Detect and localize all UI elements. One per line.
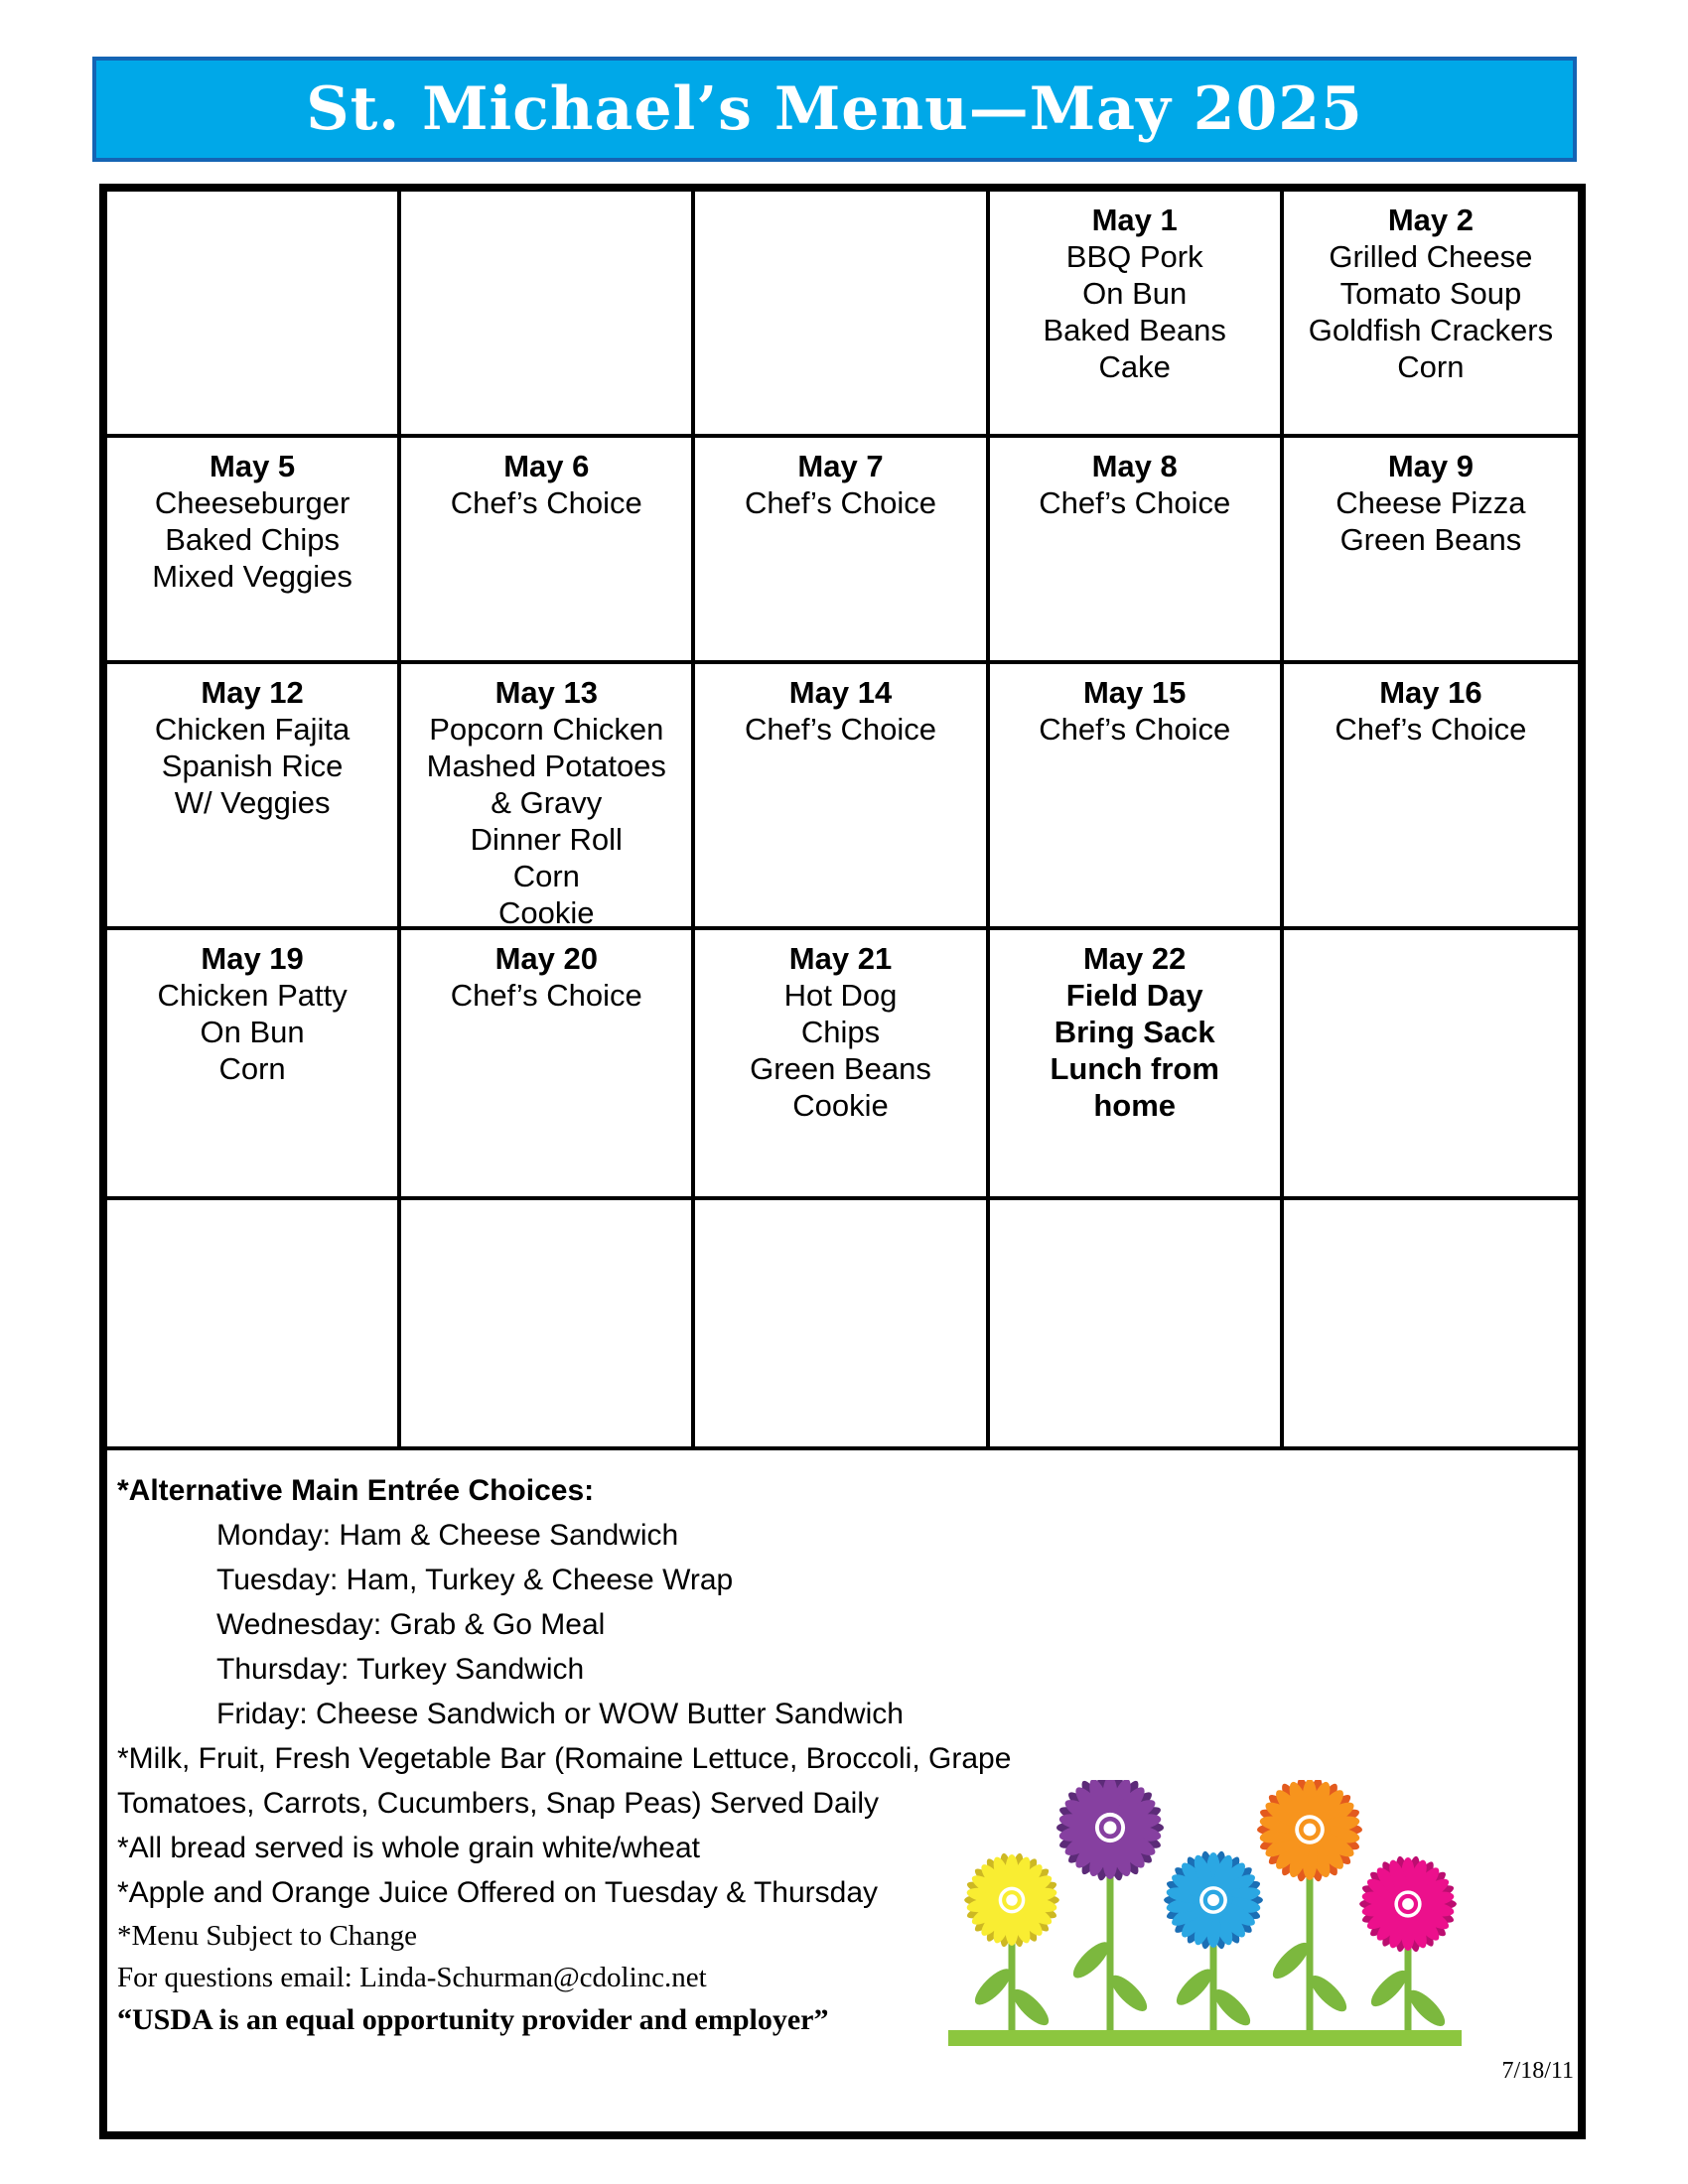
menu-item: Chips xyxy=(800,1015,881,1049)
calendar-cell xyxy=(1284,930,1578,1200)
day-label: May 13 xyxy=(494,675,598,710)
calendar-cell xyxy=(990,192,1284,438)
menu-item: Chef’s Choice xyxy=(450,485,642,520)
calendar-cell xyxy=(401,930,695,1200)
purple-flower xyxy=(1056,1780,1164,1881)
date-stamp: 7/18/11 xyxy=(1501,2058,1574,2084)
footer-note: Tomatoes, Carrots, Cucumbers, Snap Peas) Served Daily xyxy=(117,1787,879,1820)
alt-entree-list xyxy=(117,1519,1578,1730)
calendar-cell xyxy=(1284,438,1578,664)
menu-item: Corn xyxy=(218,1051,286,1086)
orange-flower xyxy=(1257,1780,1362,1882)
menu-item: Chicken Fajita xyxy=(154,712,351,747)
menu-item: Green Beans xyxy=(1339,522,1522,557)
calendar-cell xyxy=(401,1200,695,1450)
title-banner xyxy=(92,57,1577,162)
menu-item: Cookie xyxy=(792,1088,889,1123)
menu-item: Baked Beans xyxy=(1043,313,1226,347)
menu-item: Spanish Rice xyxy=(161,749,344,783)
menu-item: Dinner Roll xyxy=(470,822,623,857)
menu-item: Cake xyxy=(1098,349,1171,384)
footer-note: For questions email: Linda-Schurman@cdolinc.net xyxy=(117,1962,707,1993)
menu-item: Bring Sack xyxy=(1054,1015,1215,1049)
menu-item: Chicken Patty xyxy=(157,978,348,1013)
menu-item: On Bun xyxy=(200,1015,305,1049)
menu-item: Corn xyxy=(1397,349,1465,384)
day-label: May 21 xyxy=(788,941,893,976)
calendar-cell xyxy=(107,930,401,1200)
menu-item: Corn xyxy=(512,859,580,893)
menu-item: Grilled Cheese xyxy=(1329,239,1533,274)
menu-item: & Gravy xyxy=(491,785,603,820)
day-label: May 1 xyxy=(1091,203,1178,237)
calendar-grid xyxy=(107,192,1578,1450)
menu-item: Mashed Potatoes xyxy=(426,749,666,783)
day-label: May 6 xyxy=(503,449,590,483)
calendar-cell xyxy=(401,438,695,664)
page-title: St. Michael’s Menu—May 2025 xyxy=(306,74,1363,144)
day-label: May 14 xyxy=(788,675,893,710)
alt-entree-header: *Alternative Main Entrée Choices: xyxy=(117,1474,595,1507)
calendar-cell xyxy=(401,664,695,930)
grass xyxy=(948,2030,1462,2046)
calendar-cell xyxy=(107,664,401,930)
calendar-cell xyxy=(695,438,989,664)
menu-item: On Bun xyxy=(1082,276,1188,311)
day-label: May 9 xyxy=(1387,449,1474,483)
calendar-cell xyxy=(990,1200,1284,1450)
calendar-cell xyxy=(1284,664,1578,930)
day-label: May 16 xyxy=(1379,675,1482,710)
day-label: May 15 xyxy=(1082,675,1187,710)
blue-flower xyxy=(1164,1850,1263,1950)
footer-note: *All bread served is whole grain white/wheat xyxy=(117,1832,700,1864)
calendar-cell xyxy=(990,438,1284,664)
menu-item: Cheese Pizza xyxy=(1336,485,1526,520)
footer-note: Friday: Cheese Sandwich or WOW Butter Sandwich xyxy=(216,1698,904,1730)
calendar-cell xyxy=(695,192,989,438)
menu-item: Cookie xyxy=(498,895,595,930)
menu-item: Green Beans xyxy=(750,1051,931,1086)
day-label: May 8 xyxy=(1091,449,1178,483)
menu-item: W/ Veggies xyxy=(174,785,331,820)
menu-item: home xyxy=(1093,1088,1177,1123)
footer-note: Tuesday: Ham, Turkey & Cheese Wrap xyxy=(216,1564,734,1596)
menu-item: Chef’s Choice xyxy=(450,978,642,1013)
menu-item: Field Day xyxy=(1065,978,1203,1013)
menu-item: Chef’s Choice xyxy=(1335,712,1527,747)
menu-item: Hot Dog xyxy=(783,978,898,1013)
menu-item: Chef’s Choice xyxy=(1039,712,1231,747)
calendar-cell xyxy=(990,930,1284,1200)
menu-item: Baked Chips xyxy=(165,522,340,557)
day-label: May 19 xyxy=(201,941,304,976)
day-label: May 5 xyxy=(210,449,296,483)
menu-item: Goldfish Crackers xyxy=(1308,313,1554,347)
calendar-cell xyxy=(695,1200,989,1450)
calendar-cell xyxy=(990,664,1284,930)
menu-item: Chef’s Choice xyxy=(745,712,936,747)
footer-note: Monday: Ham & Cheese Sandwich xyxy=(216,1519,679,1552)
day-label: May 7 xyxy=(797,449,884,483)
menu-item: Tomato Soup xyxy=(1339,276,1522,311)
footer-note: *Menu Subject to Change xyxy=(117,1920,418,1952)
usda-statement: “USDA is an equal opportunity provider and employer” xyxy=(117,2003,829,2036)
menu-item: Chef’s Choice xyxy=(745,485,936,520)
pink-flower xyxy=(1359,1855,1457,1953)
flowers-illustration xyxy=(948,1780,1465,2048)
calendar-cell xyxy=(1284,192,1578,438)
menu-item: BBQ Pork xyxy=(1065,239,1203,274)
day-label: May 22 xyxy=(1082,941,1187,976)
calendar-cell xyxy=(107,192,401,438)
menu-item: Popcorn Chicken xyxy=(429,712,664,747)
calendar-cell xyxy=(107,438,401,664)
menu-item: Lunch from xyxy=(1050,1051,1219,1086)
footer-note: Thursday: Turkey Sandwich xyxy=(216,1653,585,1686)
calendar-cell xyxy=(1284,1200,1578,1450)
calendar-cell xyxy=(107,1200,401,1450)
footer-note: *Apple and Orange Juice Offered on Tuesday & Thursday xyxy=(117,1876,879,1909)
day-label: May 20 xyxy=(494,941,598,976)
menu-item: Chef’s Choice xyxy=(1039,485,1231,520)
menu-item: Mixed Veggies xyxy=(152,559,352,594)
day-label: May 12 xyxy=(201,675,304,710)
menu-sheet xyxy=(99,184,1586,2139)
day-label: May 2 xyxy=(1387,203,1474,237)
calendar-cell xyxy=(695,664,989,930)
footer-note: Wednesday: Grab & Go Meal xyxy=(216,1608,606,1641)
calendar-cell xyxy=(401,192,695,438)
menu-item: Cheeseburger xyxy=(154,485,351,520)
footer-block xyxy=(107,1450,1578,2127)
footer-note: *Milk, Fruit, Fresh Vegetable Bar (Romaine Lettuce, Broccoli, Grape xyxy=(117,1742,1012,1775)
yellow-flower xyxy=(964,1852,1059,1948)
calendar-cell xyxy=(695,930,989,1200)
